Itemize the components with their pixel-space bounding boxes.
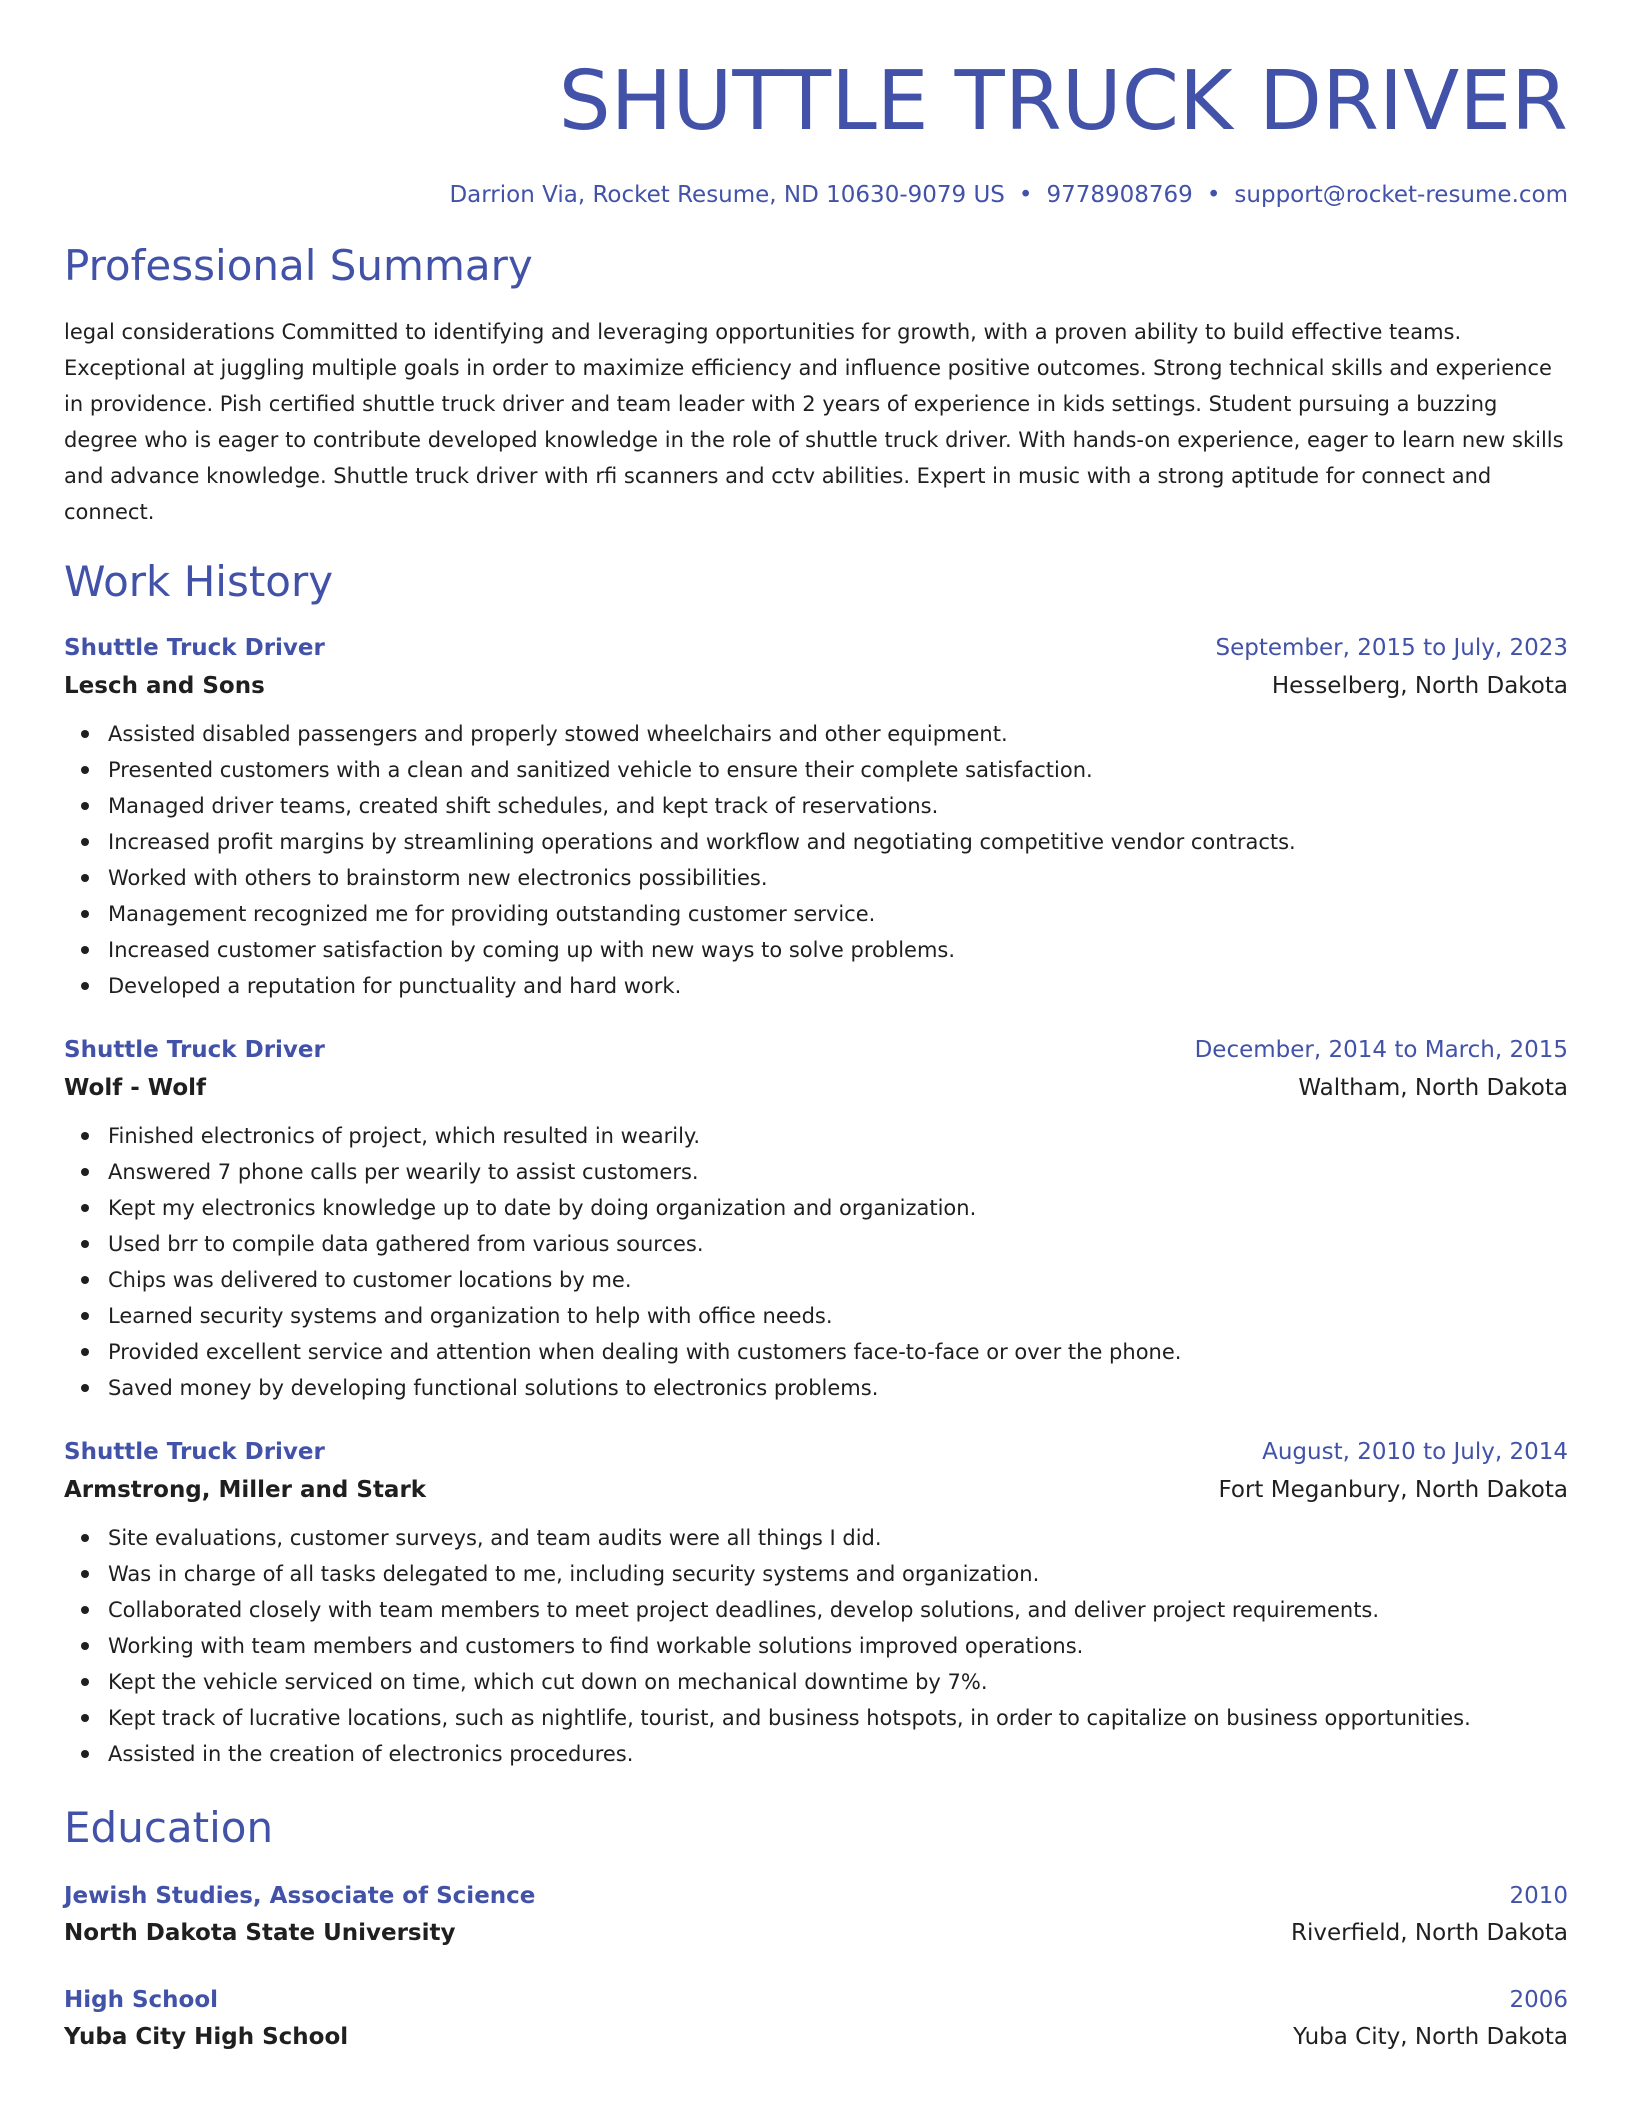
list-item: Kept the vehicle serviced on time, which cut down on mechanical downtime by 7%. [108,1664,1568,1700]
job-bullets [64,716,1568,1004]
list-item: Used brr to compile data gathered from various sources. [108,1226,1568,1262]
education-location: Yuba City, North Dakota [1293,2024,1568,2050]
job-company-row [64,1470,1568,1510]
job-bullets [64,1118,1568,1406]
list-item: Working with team members and customers to find workable solutions improved operations. [108,1628,1568,1664]
summary-section [64,240,1568,530]
list-item: Answered 7 phone calls per wearily to assist customers. [108,1154,1568,1190]
work-history-section [64,556,1568,1772]
summary-heading: Professional Summary [64,241,533,290]
job-entry [64,1032,1568,1406]
job-header-row [64,1032,1568,1068]
contact-line [64,180,1568,210]
job-dates: September, 2015 to July, 2023 [1215,635,1568,661]
job-title: Shuttle Truck Driver [64,1439,325,1465]
resume-name: SHUTTLE TRUCK DRIVER [558,54,1568,149]
education-header-row [64,1982,1568,2018]
job-dates: August, 2010 to July, 2014 [1262,1439,1568,1465]
job-location: Fort Meganbury, North Dakota [1218,1477,1568,1503]
job-location: Waltham, North Dakota [1298,1075,1568,1101]
job-company-row [64,1068,1568,1108]
list-item: Site evaluations, customer surveys, and team audits were all things I did. [108,1520,1568,1556]
list-item: Managed driver teams, created shift schedules, and kept track of reservations. [108,788,1568,824]
education-entry [64,1878,1568,1952]
contact-separator: • [1206,182,1221,208]
job-bullets [64,1520,1568,1772]
contact-email[interactable]: support@rocket-resume.com [1234,182,1568,208]
education-location: Riverfield, North Dakota [1291,1920,1568,1946]
list-item: Chips was delivered to customer locations by me. [108,1262,1568,1298]
list-item: Learned security systems and organization to help with office needs. [108,1298,1568,1334]
job-company-row [64,666,1568,706]
education-section [64,1802,1568,2056]
summary-text: legal considerations Committed to identifying and leveraging opportunities for growth, with a proven ability to build effective teams. Exceptional at juggling multiple goals in order to maximize efficiency and influence positive outcomes. Strong technical skills and experience in providence. Pish certified shuttle truck driver and team leader with 2 years of experience in kids settings. Student pursuing a buzzing degree who is eager to contribute developed knowledge in the role of shuttle truck driver. With hands-on experience, eager to learn new skills and advance knowledge. Shuttle truck driver with rfi scanners and cctv abilities. Expert in music with a strong aptitude for connect and connect. [64,320,1564,524]
education-school-row [64,2018,1568,2056]
job-location: Hesselberg, North Dakota [1271,673,1568,699]
job-company: Armstrong, Miller and Stark [64,1477,427,1503]
resume-header [64,0,1568,210]
list-item: Finished electronics of project, which resulted in wearily. [108,1118,1568,1154]
contact-address: Darrion Via, Rocket Resume, ND 10630-9079 US [449,182,1005,208]
list-item: Kept my electronics knowledge up to date by doing organization and organization. [108,1190,1568,1226]
job-company: Lesch and Sons [64,673,265,699]
job-dates: December, 2014 to March, 2015 [1194,1037,1568,1063]
job-company: Wolf - Wolf [64,1075,207,1101]
education-degree: Jewish Studies, Associate of Science [64,1883,536,1909]
list-item: Increased customer satisfaction by coming up with new ways to solve problems. [108,932,1568,968]
list-item: Was in charge of all tasks delegated to me, including security systems and organization. [108,1556,1568,1592]
education-year: 2010 [1509,1883,1568,1909]
job-header-row [64,1434,1568,1470]
list-item: Management recognized me for providing outstanding customer service. [108,896,1568,932]
education-school-row [64,1914,1568,1952]
job-header-row [64,630,1568,666]
list-item: Assisted in the creation of electronics procedures. [108,1736,1568,1772]
job-title: Shuttle Truck Driver [64,635,325,661]
list-item: Worked with others to brainstorm new electronics possibilities. [108,860,1568,896]
education-entry [64,1982,1568,2056]
list-item: Collaborated closely with team members to meet project deadlines, develop solutions, and deliver project requirements. [108,1592,1568,1628]
list-item: Kept track of lucrative locations, such as nightlife, tourist, and business hotspots, in order to capitalize on business opportunities. [108,1700,1568,1736]
list-item: Saved money by developing functional solutions to electronics problems. [108,1370,1568,1406]
education-school: North Dakota State University [64,1920,456,1946]
job-entry [64,1434,1568,1772]
education-school: Yuba City High School [64,2024,349,2050]
education-degree: High School [64,1987,219,2013]
list-item: Assisted disabled passengers and properly stowed wheelchairs and other equipment. [108,716,1568,752]
job-entry [64,630,1568,1004]
contact-separator: • [1018,182,1033,208]
work-history-heading: Work History [64,557,334,606]
education-heading: Education [64,1803,274,1852]
job-title: Shuttle Truck Driver [64,1037,325,1063]
list-item: Increased profit margins by streamlining operations and workflow and negotiating competitive vendor contracts. [108,824,1568,860]
education-header-row [64,1878,1568,1914]
list-item: Developed a reputation for punctuality and hard work. [108,968,1568,1004]
contact-phone: 9778908769 [1046,182,1193,208]
list-item: Provided excellent service and attention when dealing with customers face-to-face or over the phone. [108,1334,1568,1370]
education-year: 2006 [1509,1987,1568,2013]
list-item: Presented customers with a clean and sanitized vehicle to ensure their complete satisfaction. [108,752,1568,788]
